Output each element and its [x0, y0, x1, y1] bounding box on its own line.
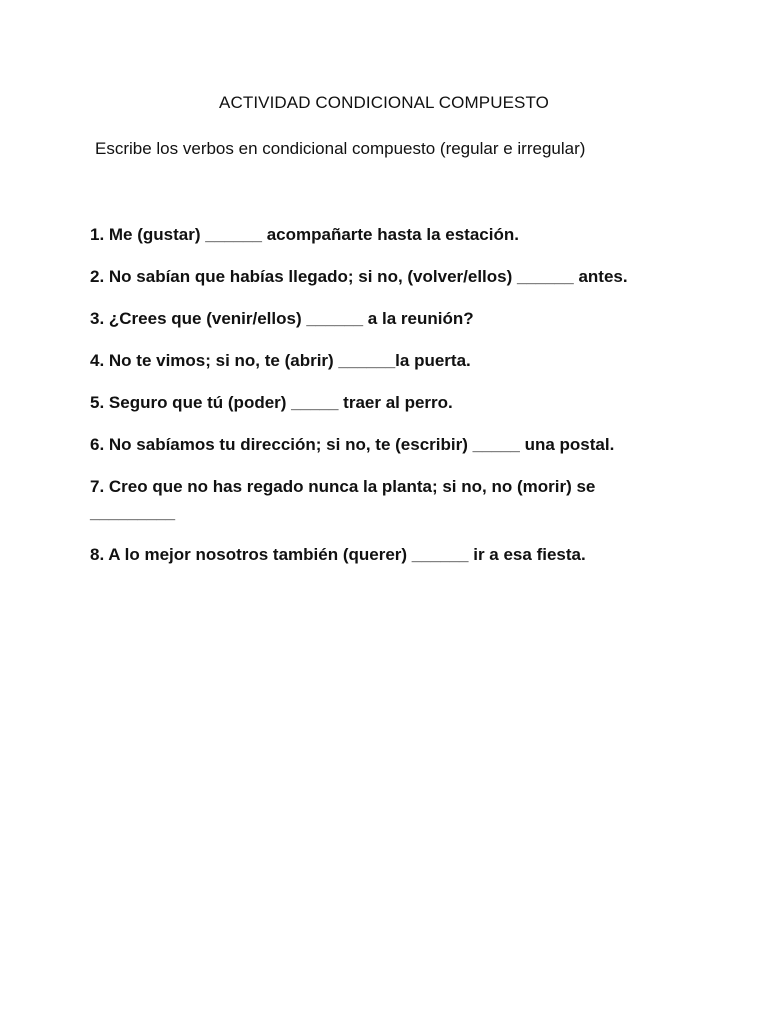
- exercise-item-3: 3. ¿Crees que (venir/ellos) ______ a la reunión?: [90, 309, 474, 328]
- exercise-item-4: 4. No te vimos; si no, te (abrir) ______la puerta.: [90, 351, 471, 370]
- exercise-item-5: 5. Seguro que tú (poder) _____ traer al perro.: [90, 393, 453, 412]
- worksheet-title: ACTIVIDAD CONDICIONAL COMPUESTO: [219, 93, 549, 112]
- exercise-item-7: 7. Creo que no has regado nunca la planta; si no, no (morir) se _________: [90, 477, 596, 522]
- exercise-item-8: 8. A lo mejor nosotros también (querer) ______ ir a esa fiesta.: [90, 545, 586, 564]
- exercise-item-6: 6. No sabíamos tu dirección; si no, te (escribir) _____ una postal.: [90, 435, 615, 454]
- exercise-item-1: 1. Me (gustar) ______ acompañarte hasta la estación.: [90, 225, 519, 244]
- exercise-list: [90, 222, 710, 584]
- worksheet-instructions: Escribe los verbos en condicional compuesto (regular e irregular): [95, 139, 586, 158]
- exercise-item-2: 2. No sabían que habías llegado; si no, (volver/ellos) ______ antes.: [90, 267, 628, 286]
